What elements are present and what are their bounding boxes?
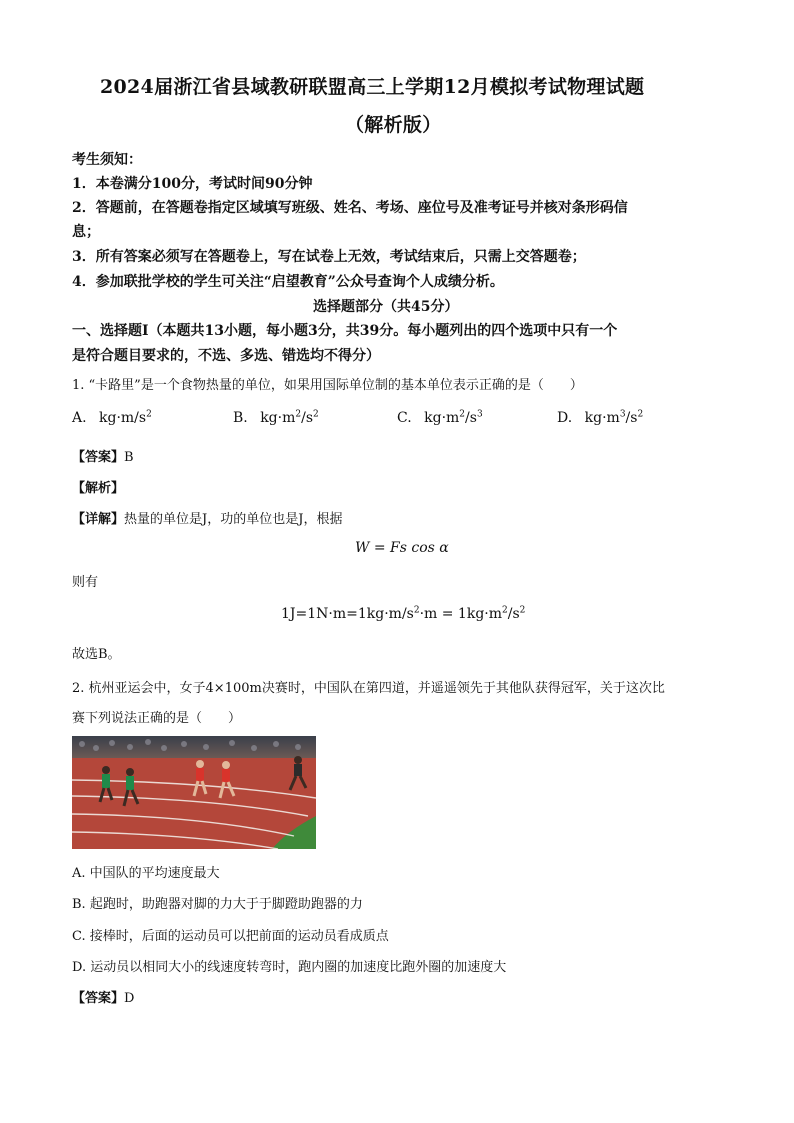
question-2-answer (72, 987, 134, 1006)
formula-part-3: /s (507, 606, 520, 622)
option-d-exponent-2: 2 (637, 409, 644, 420)
question-1-option-c (397, 410, 483, 426)
detail-tag: 【详解】 (72, 512, 125, 527)
formula-part-1: 1J=1N·m=1kg·m/s (281, 606, 414, 622)
answer-value: D (124, 991, 135, 1006)
document-subtitle: （解析版） (345, 114, 442, 136)
relay-race-photo (72, 736, 316, 849)
question-2-option-d: D. 运动员以相同大小的线速度转弯时，跑内圈的加速度比跑外圈的加速度大 (72, 960, 507, 975)
detail-text: 热量的单位是J，功的单位也是J，根据 (124, 512, 343, 527)
option-c-unit-1: kg·m (424, 410, 460, 426)
question-1-answer (72, 446, 134, 465)
option-b-exponent-2: 2 (313, 409, 319, 420)
option-d-unit-2: /s (625, 410, 638, 426)
option-c-exponent-1: 2 (459, 409, 466, 420)
document-title: 2024届浙江省县域教研联盟高三上学期12月模拟考试物理试题 (100, 76, 645, 98)
question-2-stem-line-2: 赛下列说法正确的是（ ） (72, 711, 242, 726)
option-d-label: D. (557, 410, 573, 426)
question-2-stem-line-1: 2. 杭州亚运会中，女子4×100m决赛时，中国队在第四道，并遥遥领先于其他队获得冠军，关于这次比 (72, 681, 665, 696)
notice-item-1: 1．本卷满分100分，考试时间90分钟 (72, 176, 313, 192)
question-1-stem: 1. “卡路里”是一个食物热量的单位，如果用国际单位制的基本单位表示正确的是（ ） (72, 378, 583, 393)
option-a-label: A. (72, 410, 87, 426)
formula-exp-1: 2 (413, 605, 420, 616)
formula-exp-2: 2 (502, 605, 508, 616)
part-1-instructions-line-2: 是符合题目要求的，不选、多选、错选均不得分） (72, 348, 380, 364)
notice-item-4: 4．参加联批学校的学生可关注“启望教育”公众号查询个人成绩分析。 (72, 274, 504, 290)
notice-item-2-line-2: 息； (72, 224, 100, 240)
formula-unit-derivation (281, 606, 525, 622)
question-1-detail (72, 508, 342, 527)
notice-heading: 考生须知： (72, 152, 142, 168)
answer-tag: 【答案】 (72, 450, 125, 465)
question-1-option-a (72, 410, 152, 426)
question-1-option-d (557, 410, 643, 426)
option-d-exponent-1: 3 (619, 409, 626, 420)
formula-work: W = Fs cos α (355, 540, 449, 556)
formula-part-2: ·m = 1kg·m (419, 606, 503, 622)
question-2-option-b: B. 起跑时，助跑器对脚的力大于于脚蹬助跑器的力 (72, 897, 363, 912)
option-c-exponent-2: 3 (476, 409, 483, 420)
option-b-unit-1: kg·m (260, 410, 296, 426)
option-b-exponent-1: 2 (295, 409, 302, 420)
question-1-conclusion: 故选B。 (72, 647, 121, 662)
answer-value: B (124, 450, 134, 465)
notice-item-2-line-1: 2．答题前，在答题卷指定区域填写班级、姓名、考场、座位号及准考证号并核对条形码信 (72, 200, 628, 216)
part-1-instructions-line-1: 一、选择题Ⅰ（本题共13小题，每小题3分，共39分。每小题列出的四个选项中只有一个 (72, 323, 618, 339)
question-2-option-c: C. 接棒时，后面的运动员可以把前面的运动员看成质点 (72, 929, 389, 944)
option-d-unit-1: kg·m (584, 410, 620, 426)
option-b-label: B. (233, 410, 248, 426)
notice-item-3: 3．所有答案必须写在答题卷上，写在试卷上无效，考试结束后，只需上交答题卷； (72, 249, 586, 265)
answer-tag: 【答案】 (72, 991, 125, 1006)
formula-exp-3: 2 (519, 605, 526, 616)
question-2-option-a: A. 中国队的平均速度最大 (72, 866, 220, 881)
option-c-label: C. (397, 410, 412, 426)
question-1-analysis-tag: 【解析】 (72, 481, 125, 496)
option-c-unit-2: /s (465, 410, 477, 426)
relay-race-illustration (72, 736, 316, 849)
question-1-option-b (233, 410, 319, 426)
option-b-unit-2: /s (301, 410, 314, 426)
question-1-then: 则有 (72, 575, 99, 590)
section-title: 选择题部分（共45分） (313, 299, 459, 315)
option-a-unit: kg·m/s (99, 410, 147, 426)
option-a-exponent: 2 (146, 409, 152, 420)
